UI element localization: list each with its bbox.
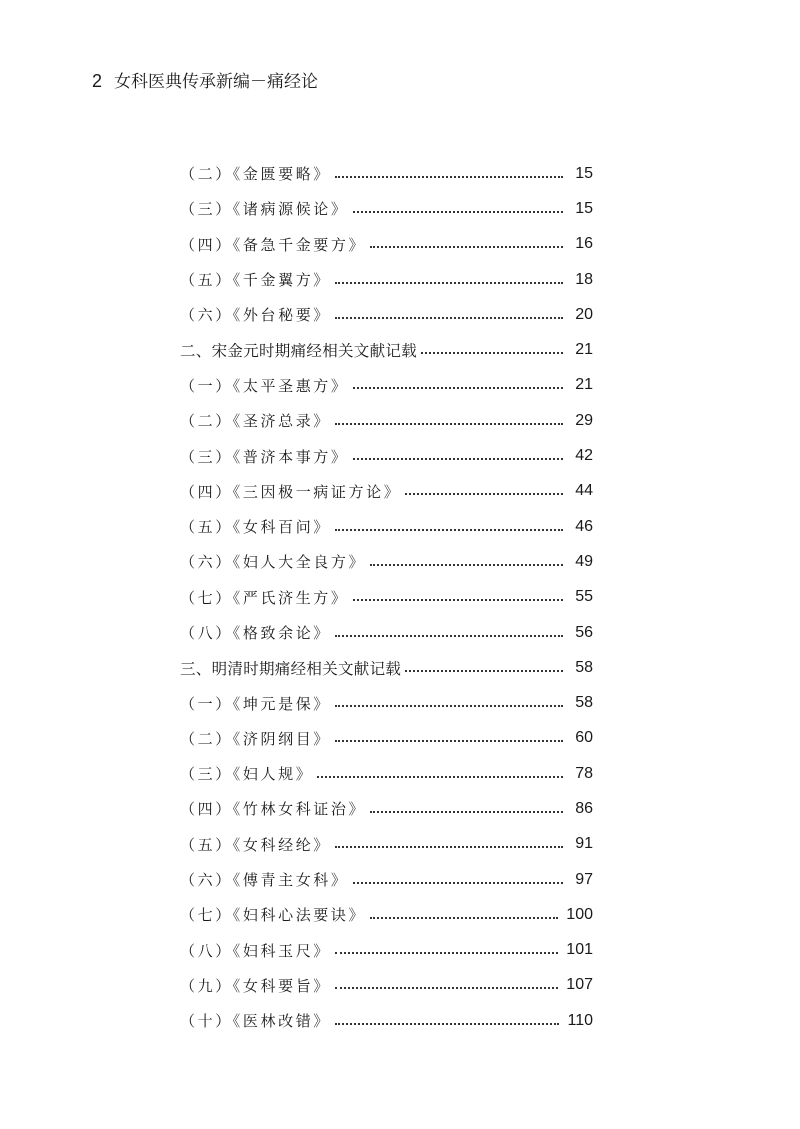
toc-entry-title: （三）《诸病源候论》 [180,200,349,219]
toc-entry-page: 55 [575,588,593,606]
toc-entry-title: （九）《女科要旨》 [180,976,331,995]
running-header [92,69,318,94]
page-number: 2 [92,71,103,91]
toc-entry-title: （四）《备急千金要方》 [180,235,367,254]
dot-leader [335,1023,560,1025]
dot-leader [370,811,563,813]
dot-leader [335,282,563,284]
toc-entry[interactable] [180,191,593,226]
toc-entry-page: 110 [567,1011,593,1029]
toc-entry-title: （一）《坤元是保》 [180,694,331,713]
toc-entry-page: 21 [575,341,593,359]
dot-leader [335,529,563,531]
toc-entry[interactable] [180,933,593,968]
toc-entry-title: （二）《金匮要略》 [180,165,331,184]
toc-entry-page: 60 [575,729,593,747]
dot-leader [353,211,563,213]
dot-leader [335,317,563,319]
toc-entry-page: 46 [575,517,593,535]
toc-entry-title: 二、宋金元时期痛经相关文献记载 [180,342,418,361]
book-title: 女科医典传承新编－痛经论 [114,72,319,92]
toc-entry[interactable] [180,721,593,756]
toc-entry[interactable] [180,262,593,297]
toc-entry-page: 42 [575,447,593,465]
toc-entry-page: 20 [575,305,593,323]
toc-entry-page: 58 [575,694,593,712]
dot-leader [335,846,563,848]
dot-leader [335,705,563,707]
toc-entry-page: 56 [575,623,593,641]
toc-entry-title: （六）《妇人大全良方》 [180,553,367,572]
dot-leader [335,635,563,637]
toc-entry[interactable] [180,227,593,262]
toc-entry-title: （一）《太平圣惠方》 [180,376,349,395]
dot-leader [405,493,563,495]
dot-leader [335,987,558,989]
dot-leader [421,352,563,354]
dot-leader [353,599,563,601]
toc-entry[interactable] [180,968,593,1003]
toc-entry-title: （六）《外台秘要》 [180,306,331,325]
dot-leader [335,952,558,954]
toc-entry-title: （八）《妇科玉尺》 [180,941,331,960]
toc-entry-page: 15 [575,164,593,182]
toc-entry-page: 91 [575,835,593,853]
toc-entry-title: （七）《妇科心法要诀》 [180,906,367,925]
toc-entry-page: 44 [575,482,593,500]
toc-entry[interactable] [180,368,593,403]
toc-entry-page: 21 [575,376,593,394]
toc-entry[interactable] [180,756,593,791]
dot-leader [335,176,563,178]
toc-entry[interactable] [180,580,593,615]
dot-leader [353,882,563,884]
toc-section-entry[interactable] [180,332,593,367]
toc-entry[interactable] [180,297,593,332]
toc-entry[interactable] [180,862,593,897]
toc-entry-title: （五）《女科百问》 [180,518,331,537]
toc-entry-page: 29 [575,411,593,429]
toc-entry-page: 16 [575,235,593,253]
toc-entry-title: （七）《严氏济生方》 [180,588,349,607]
dot-leader [370,246,563,248]
toc-entry[interactable] [180,685,593,720]
table-of-contents [180,156,593,1038]
toc-entry-page: 100 [566,905,593,923]
toc-entry[interactable] [180,897,593,932]
toc-entry-title: （三）《普济本事方》 [180,447,349,466]
dot-leader [370,564,563,566]
toc-entry-title: （十）《医林改错》 [180,1012,331,1031]
toc-entry[interactable] [180,474,593,509]
toc-entry-title: （五）《千金翼方》 [180,271,331,290]
toc-entry-page: 107 [566,976,593,994]
toc-entry[interactable] [180,791,593,826]
toc-entry-page: 18 [575,270,593,288]
toc-entry-title: 三、明清时期痛经相关文献记载 [180,659,402,678]
toc-section-entry[interactable] [180,650,593,685]
toc-entry-title: （五）《女科经纶》 [180,835,331,854]
toc-entry[interactable] [180,544,593,579]
toc-entry[interactable] [180,403,593,438]
toc-entry-page: 97 [575,870,593,888]
dot-leader [317,776,563,778]
toc-entry-page: 58 [575,658,593,676]
toc-entry-title: （六）《傅青主女科》 [180,871,349,890]
toc-entry-title: （二）《圣济总录》 [180,412,331,431]
dot-leader [335,423,563,425]
dot-leader [370,917,558,919]
toc-entry-page: 86 [575,799,593,817]
toc-entry[interactable] [180,615,593,650]
toc-entry-title: （二）《济阴纲目》 [180,729,331,748]
dot-leader [405,670,563,672]
toc-entry-page: 49 [575,552,593,570]
toc-entry[interactable] [180,827,593,862]
toc-entry-page: 78 [575,764,593,782]
dot-leader [335,740,563,742]
toc-entry-title: （四）《三因极一病证方论》 [180,482,402,501]
toc-entry-page: 101 [566,941,593,959]
toc-entry[interactable] [180,438,593,473]
toc-entry-page: 15 [575,199,593,217]
toc-entry-title: （四）《竹林女科证治》 [180,800,367,819]
toc-entry-title: （八）《格致余论》 [180,624,331,642]
toc-entry[interactable] [180,509,593,544]
toc-entry[interactable] [180,1003,593,1038]
toc-entry[interactable] [180,156,593,191]
dot-leader [353,458,563,460]
dot-leader [353,387,563,389]
toc-entry-title: （三）《妇人规》 [180,765,314,784]
